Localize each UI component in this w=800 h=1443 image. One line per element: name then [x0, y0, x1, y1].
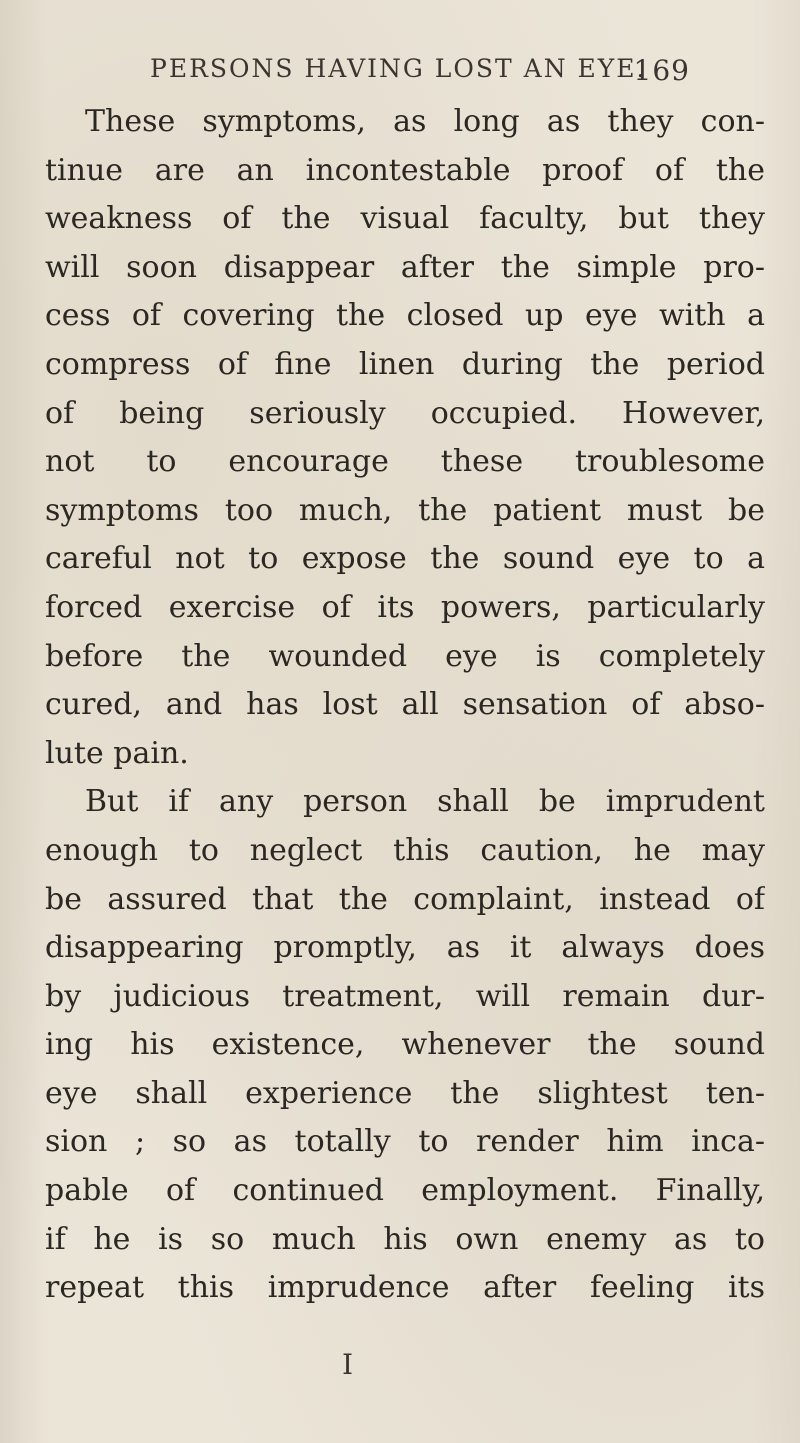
text-line: ing his existence, whenever the sound — [45, 1027, 765, 1063]
running-head — [150, 54, 690, 94]
text-line: lute pain. — [45, 735, 189, 771]
text-line: forced exercise of its powers, particularly — [45, 589, 765, 625]
text-line: cured, and has lost all sensation of abso- — [45, 687, 765, 723]
text-line: will soon disappear after the simple pro- — [45, 249, 765, 285]
text-line: sion ; so as totally to render him inca- — [45, 1124, 765, 1160]
text-line: be assured that the complaint, instead of — [45, 881, 765, 917]
text-line: not to encourage these troublesome — [45, 444, 765, 480]
text-line: cess of covering the closed up eye with a — [45, 298, 765, 334]
text-line: eye shall experience the slightest ten- — [45, 1075, 765, 1111]
text-line: before the wounded eye is completely — [45, 638, 765, 674]
text-line: of being seriously occupied. However, — [45, 395, 765, 431]
text-line: disappearing promptly, as it always does — [45, 930, 765, 966]
page-number: 169 — [633, 54, 690, 87]
signature-mark: I — [342, 1348, 355, 1381]
paragraph-1 — [45, 98, 765, 778]
text-line: weakness of the visual faculty, but they — [45, 201, 765, 237]
text-line: These symptoms, as long as they con- — [85, 104, 765, 139]
text-line: But if any person shall be imprudent — [85, 784, 765, 820]
text-line: symptoms too much, the patient must be — [45, 492, 765, 528]
running-head-title: PERSONS HAVING LOST AN EYE. — [150, 54, 647, 83]
text-line: repeat this imprudence after feeling its — [45, 1270, 765, 1306]
text-line: careful not to expose the sound eye to a — [45, 541, 765, 577]
text-line: tinue are an incontestable proof of the — [45, 152, 765, 188]
text-line: by judicious treatment, will remain dur- — [45, 978, 765, 1014]
text-line: compress of fine linen during the period — [45, 346, 765, 382]
text-line: enough to neglect this caution, he may — [45, 832, 765, 868]
text-line: pable of continued employment. Finally, — [45, 1173, 765, 1209]
body-text — [45, 98, 765, 1313]
text-line: if he is so much his own enemy as to — [45, 1221, 765, 1257]
paragraph-2 — [45, 778, 765, 1313]
